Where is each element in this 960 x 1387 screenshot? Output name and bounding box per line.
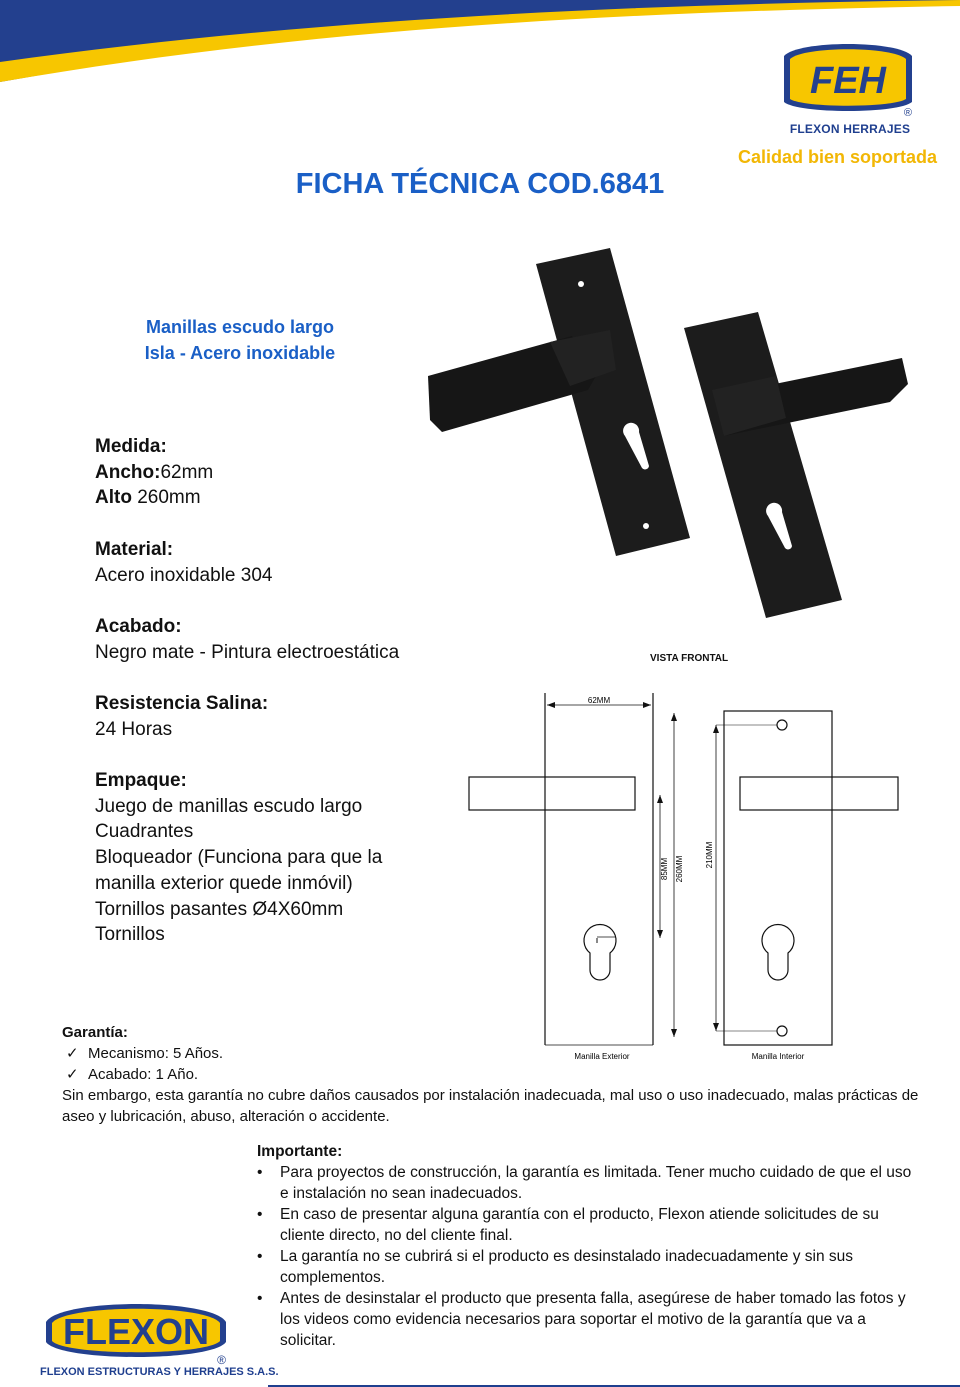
important-section: [257, 1141, 917, 1351]
check-icon: ✓: [66, 1066, 79, 1083]
material-label: Material:: [95, 538, 174, 560]
warranty-item-text: Mecanismo: 5 Años.: [88, 1045, 224, 1062]
warranty-item: [62, 1043, 942, 1064]
product-subtitle: [90, 314, 390, 366]
alto-label: Alto: [95, 487, 132, 509]
bullet-icon: •: [257, 1164, 263, 1181]
acabado-label: Acabado:: [95, 615, 182, 637]
alto-value: 260mm: [131, 487, 201, 509]
important-item: [257, 1204, 917, 1246]
warranty-heading: Garantía:: [62, 1024, 128, 1041]
flexon-logo-text: FLEXON: [62, 1311, 210, 1352]
label-interior: Manilla Interior: [751, 1052, 805, 1061]
bullet-icon: •: [257, 1248, 263, 1265]
bullet-icon: •: [257, 1206, 263, 1223]
empaque-label: Empaque:: [95, 770, 187, 792]
medida-label: Medida:: [95, 436, 167, 457]
important-item-text: Para proyectos de construcción, la garantía es limitada. Tener mucho cuidado de que el uso e instalación no sean inadecuados.: [280, 1164, 912, 1202]
registered-mark: ®: [903, 107, 912, 118]
empaque-item: manilla exterior quede inmóvil): [95, 872, 353, 894]
warranty-section: [62, 1022, 942, 1127]
check-icon: ✓: [66, 1045, 79, 1062]
dim-210-label: 210MM: [705, 841, 714, 869]
flexon-logo: [40, 1292, 232, 1366]
tagline: Calidad bien soportada: [738, 147, 938, 167]
label-exterior: Manilla Exterior: [574, 1052, 630, 1061]
dim-width-label: 62MM: [587, 696, 611, 705]
empaque-item: Bloqueador (Funciona para que la: [95, 847, 383, 869]
dim-85-label: 85MM: [660, 857, 669, 881]
empaque-item: Juego de manillas escudo largo: [95, 795, 363, 817]
important-heading: Importante:: [257, 1143, 343, 1160]
material-value: Acero inoxidable 304: [95, 564, 273, 586]
brand-name: FLEXON HERRAJES: [789, 122, 911, 136]
empaque-item: Tornillos pasantes Ø4X60mm: [95, 898, 344, 920]
empaque-item: Tornillos: [95, 924, 165, 946]
drawing-title: VISTA FRONTAL: [650, 653, 729, 664]
registered-mark: ®: [217, 1353, 226, 1366]
important-item-text: En caso de presentar alguna garantía con el producto, Flexon atiende solicitudes de su cliente directo, no del cliente final.: [280, 1206, 879, 1244]
warranty-item-text: Acabado: 1 Año.: [88, 1066, 199, 1083]
important-item-text: La garantía no se cubrirá si el producto es desinstalado inadecuadamente y sin sus complementos.: [280, 1248, 853, 1286]
subtitle-line-1: Manillas escudo largo: [145, 317, 335, 337]
spec-list: [95, 434, 495, 948]
important-item: [257, 1246, 917, 1288]
feh-logo: [778, 36, 918, 118]
feh-logo-text: FEH: [810, 60, 886, 102]
acabado-value: Negro mate - Pintura electroestática: [95, 641, 400, 663]
resistencia-value: 24 Horas: [95, 718, 173, 740]
company-name: FLEXON ESTRUCTURAS Y HERRAJES S.A.S.: [40, 1366, 279, 1378]
product-photo: [420, 240, 940, 630]
subtitle-line-2: Isla - Acero inoxidable: [144, 343, 336, 363]
important-item: [257, 1288, 917, 1351]
page-title: FICHA TÉCNICA COD.6841: [295, 168, 665, 200]
bullet-icon: •: [257, 1290, 263, 1307]
technical-drawing: [460, 685, 920, 1070]
ancho-label: Ancho:: [95, 461, 161, 483]
warranty-note: Sin embargo, esta garantía no cubre daños causados por instalación inadecuada, mal uso o uso inadecuado, malas prácticas de aseo y lubricación, abuso, alteración o accidente.: [62, 1087, 919, 1125]
resistencia-label: Resistencia Salina:: [95, 692, 269, 714]
empaque-item: Cuadrantes: [95, 821, 194, 843]
ancho-value: 62mm: [160, 461, 214, 483]
warranty-item: [62, 1064, 942, 1085]
dim-260-label: 260MM: [675, 855, 684, 883]
important-item: [257, 1162, 917, 1204]
important-item-text: Antes de desinstalar el producto que presenta falla, asegúrese de haber tomado las fotos y los videos como evidencia necesarios para soportar el motivo de la garantía que va a solicitar.: [280, 1290, 906, 1349]
